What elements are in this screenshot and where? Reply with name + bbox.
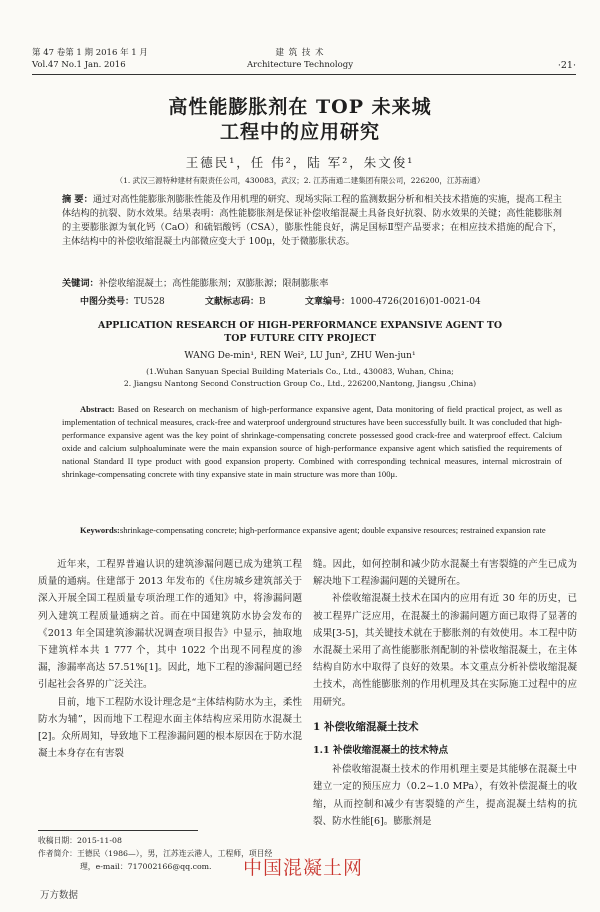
author-bio-line-1: 作者简介：王德民（1986—），男，江苏连云港人，工程师，项目经 bbox=[38, 849, 273, 858]
keywords-cn bbox=[62, 277, 562, 291]
body-paragraph: 缝。因此，如何控制和减少防水混凝土有害裂缝的产生已成为解决地下工程渗漏问题的关键所在。 bbox=[313, 559, 577, 588]
journal-volume-cn: 第 47 卷第 1 期 2016 年 1 月 bbox=[32, 48, 148, 58]
body-paragraph: 补偿收缩混凝土技术的作用机理主要是其能够在混凝土中建立一定的预压应力（0.2~1.0 MPa），有效补偿混凝土的收缩，从而控制和减少有害裂缝的产生，提高混凝土结构的抗裂、防水性能[6]。膨胀剂是 bbox=[313, 764, 577, 827]
en-title-line-1: APPLICATION RESEARCH OF HIGH-PERFORMANCE EXPANSIVE AGENT TO bbox=[97, 320, 503, 331]
article-value: 1000-4726(2016)01-0021-04 bbox=[350, 297, 481, 307]
journal-name-en: Architecture Technology bbox=[247, 60, 353, 70]
clc-label: 中图分类号： bbox=[80, 297, 135, 307]
abstract-en-text: Based on Research on mechanism of high-performance expansive agent, Data monitoring of field practical project, as well as implementation of technical measures, crack-free and waterproof underground structures have been successfully built. It was concluded that high-performance expansive agent was the key point of shrinkage-compensating concrete possessed good crack-free and waterproof effect. Calcium oxide and calcium sulphoaluminate were the main expansion source of high-performance expansive agent which satisfied the requirements of national Standard II type product with good expansion property. Combined with corresponding technical measures, internal microstrain of shrinkage-compensating concrete with tiny expansive state in main structure was more than 100μ. bbox=[62, 404, 562, 480]
section-heading-1: 1 补偿收缩混凝土技术 bbox=[313, 720, 419, 733]
abstract-en bbox=[62, 403, 562, 482]
keywords-en-label: Keywords: bbox=[80, 525, 120, 535]
source-label: 万方数据 bbox=[40, 890, 79, 901]
keywords-en-text: shrinkage-compensating concrete; high-performance expansive agent; double expansive resources; restrained expansion rate bbox=[119, 525, 546, 535]
footnote-rule bbox=[38, 830, 198, 831]
authors-cn: 王德民¹，任 伟²，陆 军²，朱文俊¹ bbox=[185, 155, 415, 170]
title-line-1: 高性能膨胀剂在 TOP 未来城 bbox=[168, 96, 432, 118]
received-date: 收稿日期：2015-11-08 bbox=[38, 836, 122, 845]
abstract-cn bbox=[62, 193, 562, 249]
clc-value: TU528 bbox=[134, 297, 165, 307]
doc-value: B bbox=[259, 297, 266, 307]
affiliations-en-line-1: (1.Wuhan Sanyuan Special Building Materials Co., Ltd., 430083, Wuhan, China; bbox=[146, 367, 454, 376]
article-label: 文章编号： bbox=[305, 297, 351, 307]
body-right-column bbox=[313, 556, 577, 830]
affiliations-en-line-2: 2. Jiangsu Nantong Second Construction Group Co., Ltd., 226200,Nantong, Jiangsu ,China) bbox=[123, 379, 477, 388]
body-left-column bbox=[38, 556, 302, 762]
header-rule bbox=[32, 74, 576, 75]
page-number: ·21· bbox=[557, 60, 576, 71]
body-paragraph: 目前，地下工程防水设计理念是“主体结构防水为主，柔性防水为辅”，因而地下工程迎水面主体结构应采用防水混凝土[2]。众所周知，导致地下工程渗漏问题的根本原因在于防水混凝土本身存在有害裂 bbox=[38, 696, 302, 760]
journal-volume-en: Vol.47 No.1 Jan. 2016 bbox=[32, 60, 126, 70]
site-watermark: 中国混凝土网 bbox=[243, 857, 364, 879]
journal-name-cn: 建 筑 技 术 bbox=[275, 48, 325, 58]
keywords-cn-label: 关键词： bbox=[62, 278, 99, 289]
author-bio-line-2: 理，e-mail：717002166@qq.com. bbox=[80, 862, 212, 871]
abstract-cn-label: 摘 要： bbox=[62, 194, 93, 205]
keywords-cn-text: 补偿收缩混凝土；高性能膨胀剂；双膨胀源；限制膨胀率 bbox=[98, 278, 329, 289]
article-number bbox=[305, 294, 481, 307]
clc-number bbox=[80, 294, 165, 307]
document-code bbox=[205, 294, 266, 307]
authors-en: WANG De-min¹, REN Wei², LU Jun², ZHU Wen-jun¹ bbox=[184, 351, 416, 361]
body-paragraph: 补偿收缩混凝土技术在国内的应用有近 30 年的历史，已被工程界广泛应用，在混凝土的渗漏问题方面已取得了显著的成果[3-5]，其关键技术就在于膨胀剂的有效使用。本工程中防水混凝土采用了高性能膨胀剂配制的补偿收缩混凝土，在主体结构自防水中取得了良好的效果。本文重点分析补偿收缩混凝土技术，高性能膨胀剂的作用机理及其在实际施工过程中的应用研究。 bbox=[313, 593, 577, 708]
doc-label: 文献标志码： bbox=[205, 297, 260, 307]
subsection-heading-1-1: 1.1 补偿收缩混凝土的技术特点 bbox=[313, 745, 449, 757]
keywords-en bbox=[62, 524, 562, 537]
en-title-line-2: TOP FUTURE CITY PROJECT bbox=[224, 333, 376, 344]
body-paragraph: 近年来，工程界普遍认识的建筑渗漏问题已成为建筑工程质量的通病。住建部于 2013 年发布的《住房城乡建筑部关于深入开展全国工程质量专项治理工作的通知》中，将渗漏问题列入建筑工程质量通病之首。而在中国建筑防水协会发布的《2013 年全国建筑渗漏状况调查项目报告》中显示，抽取地下建筑样本共 1 777 个，其中 1022 个出现不同程度的渗漏，渗漏率高达 57.51%[1]。因此，地下工程的渗漏问题已经引起社会各界的广泛关注。 bbox=[38, 559, 302, 691]
title-line-2: 工程中的应用研究 bbox=[219, 121, 380, 143]
affiliations-cn: （1. 武汉三源特种建材有限责任公司，430083，武汉；2. 江苏南通二建集团有限公司，226200，江苏南通） bbox=[115, 176, 485, 185]
abstract-en-label: Abstract: bbox=[80, 404, 115, 414]
abstract-cn-text: 通过对高性能膨胀剂膨胀性能及作用机理的研究、现场实际工程的监测数据分析和相关技术措施的实施，提高工程主体结构的抗裂、防水效果。结果表明：高性能膨胀剂是保证补偿收缩混凝土具备良好抗裂、防水效果的关键；高性能膨胀剂的主要膨胀源为氧化钙（CaO）和硫铝酸钙（CSA），膨胀性能良好，满足国标Ⅱ型产品要求；在相应技术措施的配合下，主体结构中的补偿收缩混凝土内部微应变大于 100μ，处于微膨胀状态。 bbox=[62, 194, 562, 247]
